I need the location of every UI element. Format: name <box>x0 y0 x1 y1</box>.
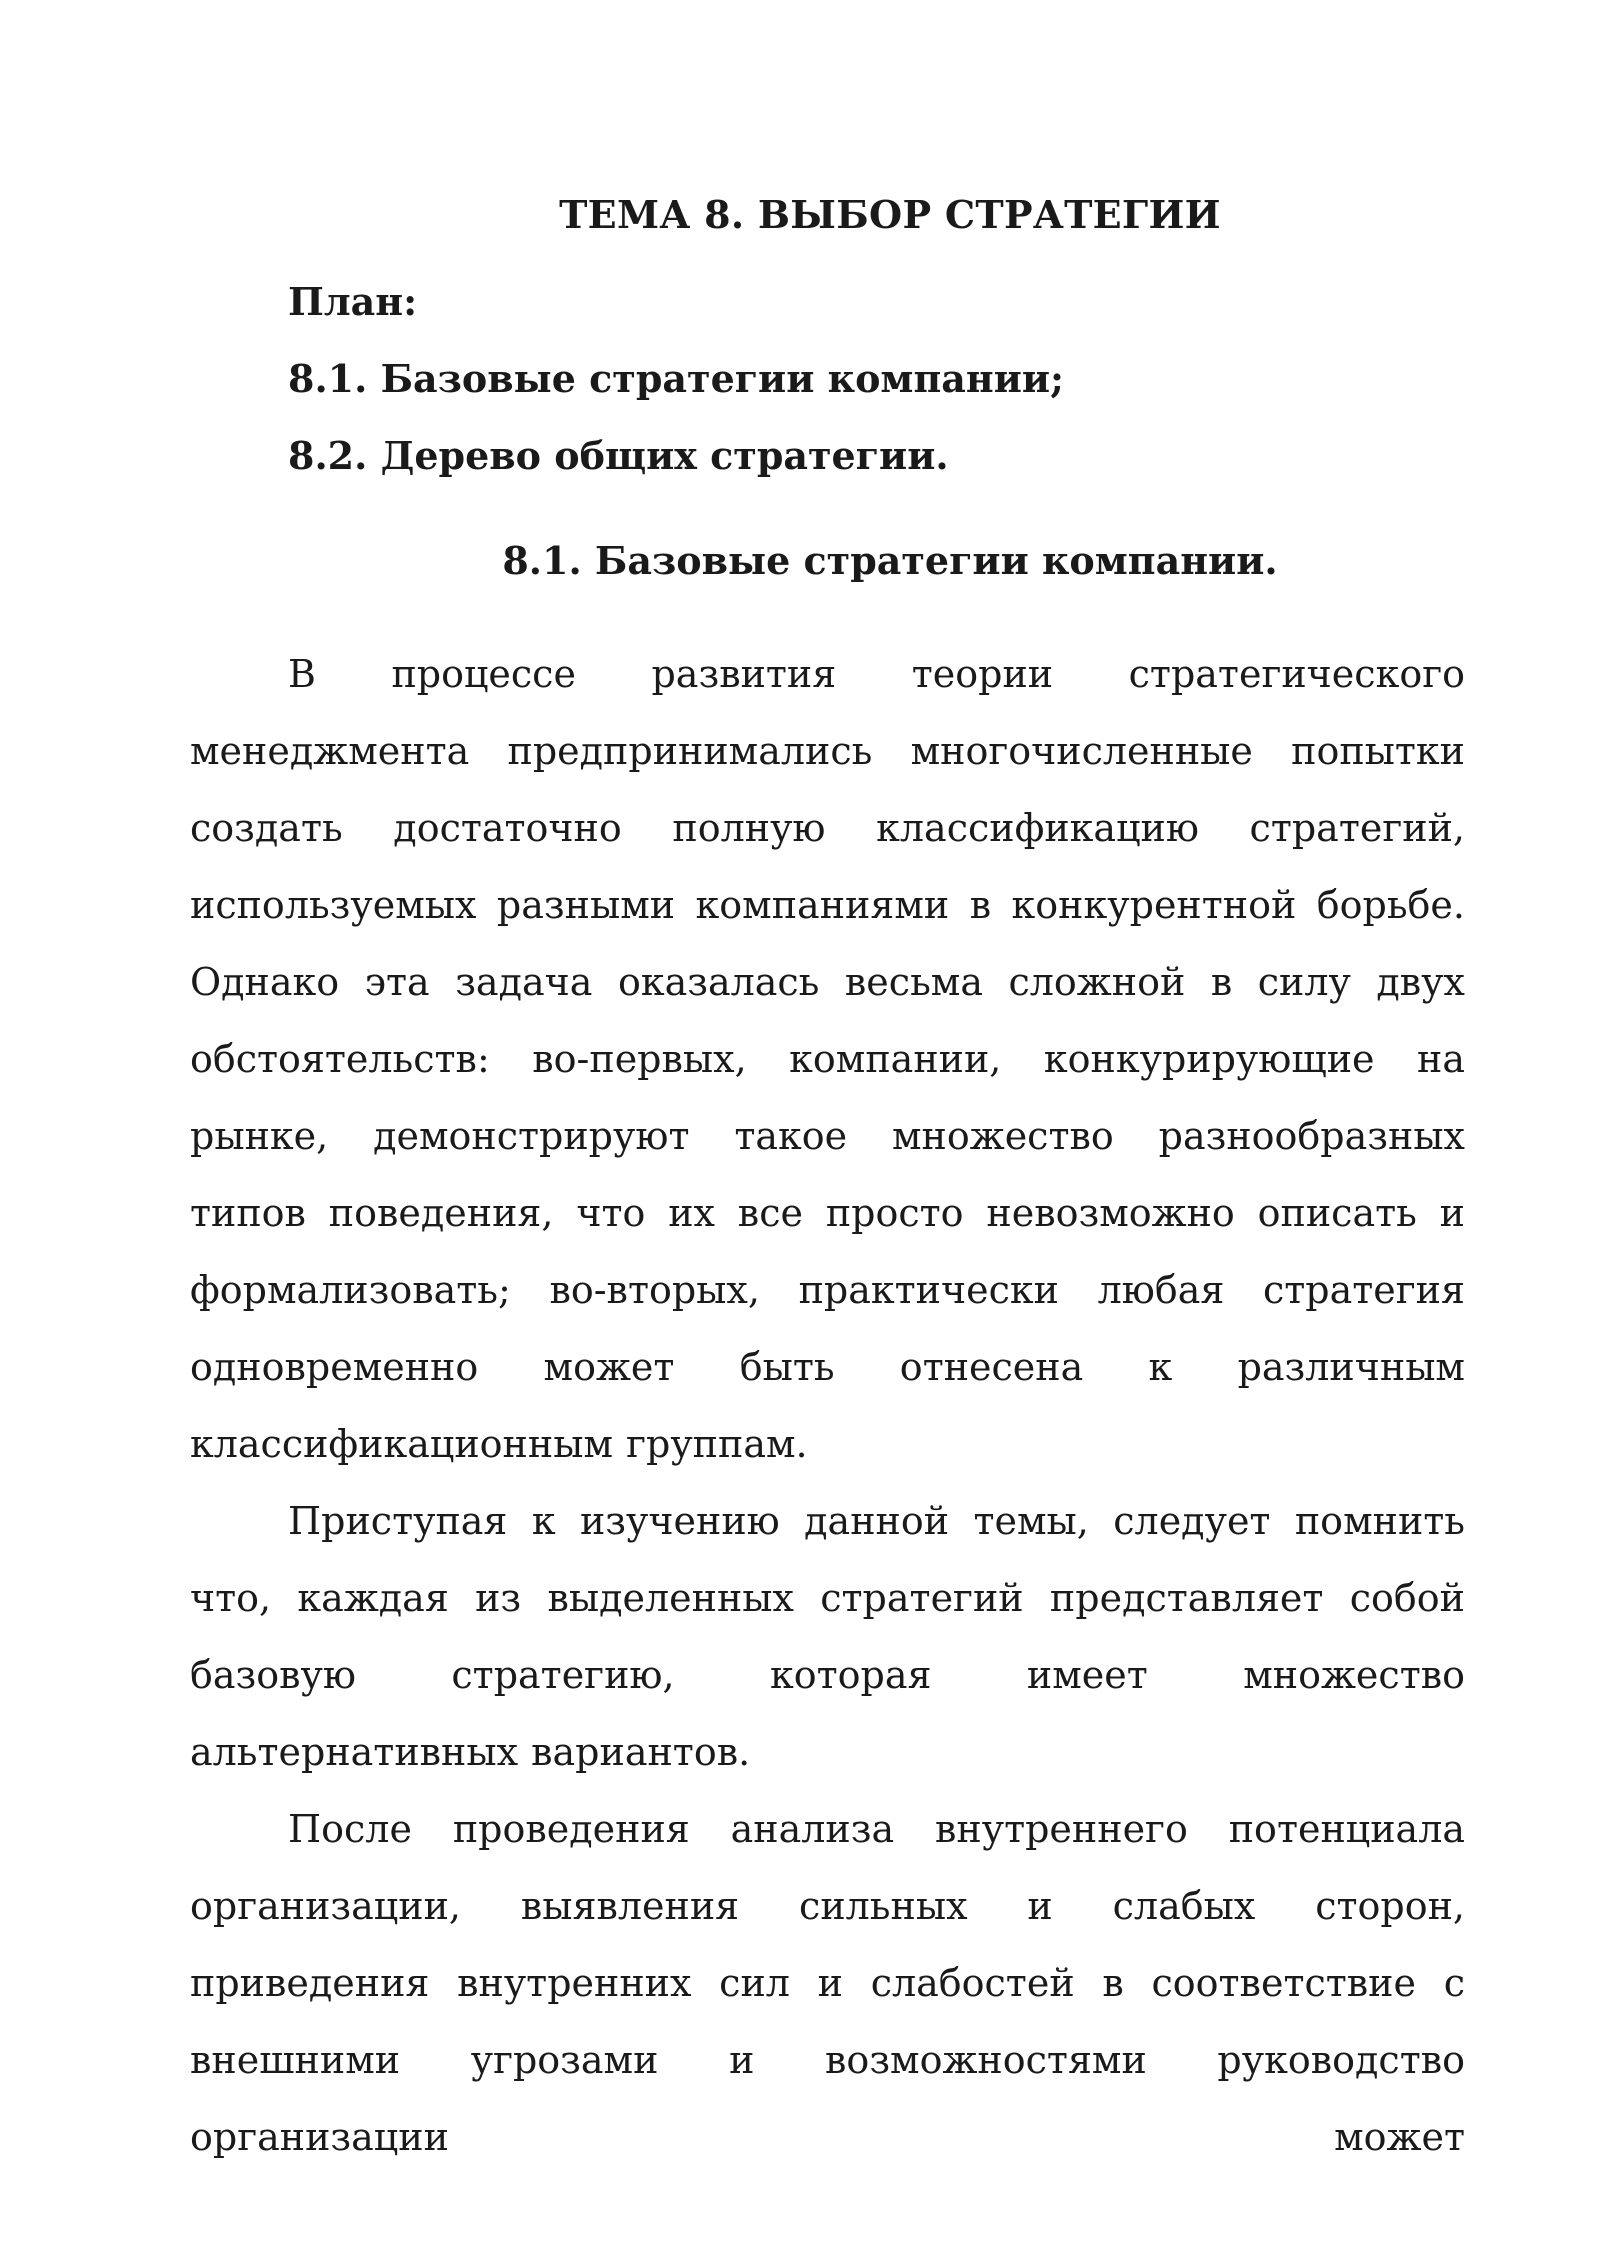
topic-title: ТЕМА 8. ВЫБОР СТРАТЕГИИ <box>559 192 1221 237</box>
paragraph: В процессе развития теории стратегического менеджмента предпринимались многочисленные попытки создать достаточно полную классификацию стратегий, используемых разными компаниями в конкурентной борьбе. Однако эта задача оказалась весьма сложной в силу двух обстоятельств: во-первых, компании, конкурирующие на рынке, демонстрируют такое множество разнообразных типов поведения, что их все просто невозможно описать и формализовать; во-вторых, практически любая стратегия одновременно может быть отнесена к различным классификационным группам. <box>190 652 1465 1466</box>
paragraph: После проведения анализа внутреннего потенциала организации, выявления сильных и слабых сторон, приведения внутренних сил и слабостей в соответствие с внешними угрозами и возможностями руководство организации может <box>190 1807 1465 2159</box>
paragraph: Приступая к изучению данной темы, следует помнить что, каждая из выделенных стратегий представляет собой базовую стратегию, которая имеет множество альтернативных вариантов. <box>190 1499 1465 1774</box>
plan-item: 8.2. Дерево общих стратегии. <box>288 433 949 478</box>
plan-label: План: <box>288 279 418 324</box>
plan-item: 8.1. Базовые стратегии компании; <box>288 356 1065 401</box>
document-page <box>190 185 1465 2176</box>
section-heading: 8.1. Базовые стратегии компании. <box>502 538 1278 583</box>
body-text <box>190 636 1465 2176</box>
plan-block <box>190 263 1465 494</box>
